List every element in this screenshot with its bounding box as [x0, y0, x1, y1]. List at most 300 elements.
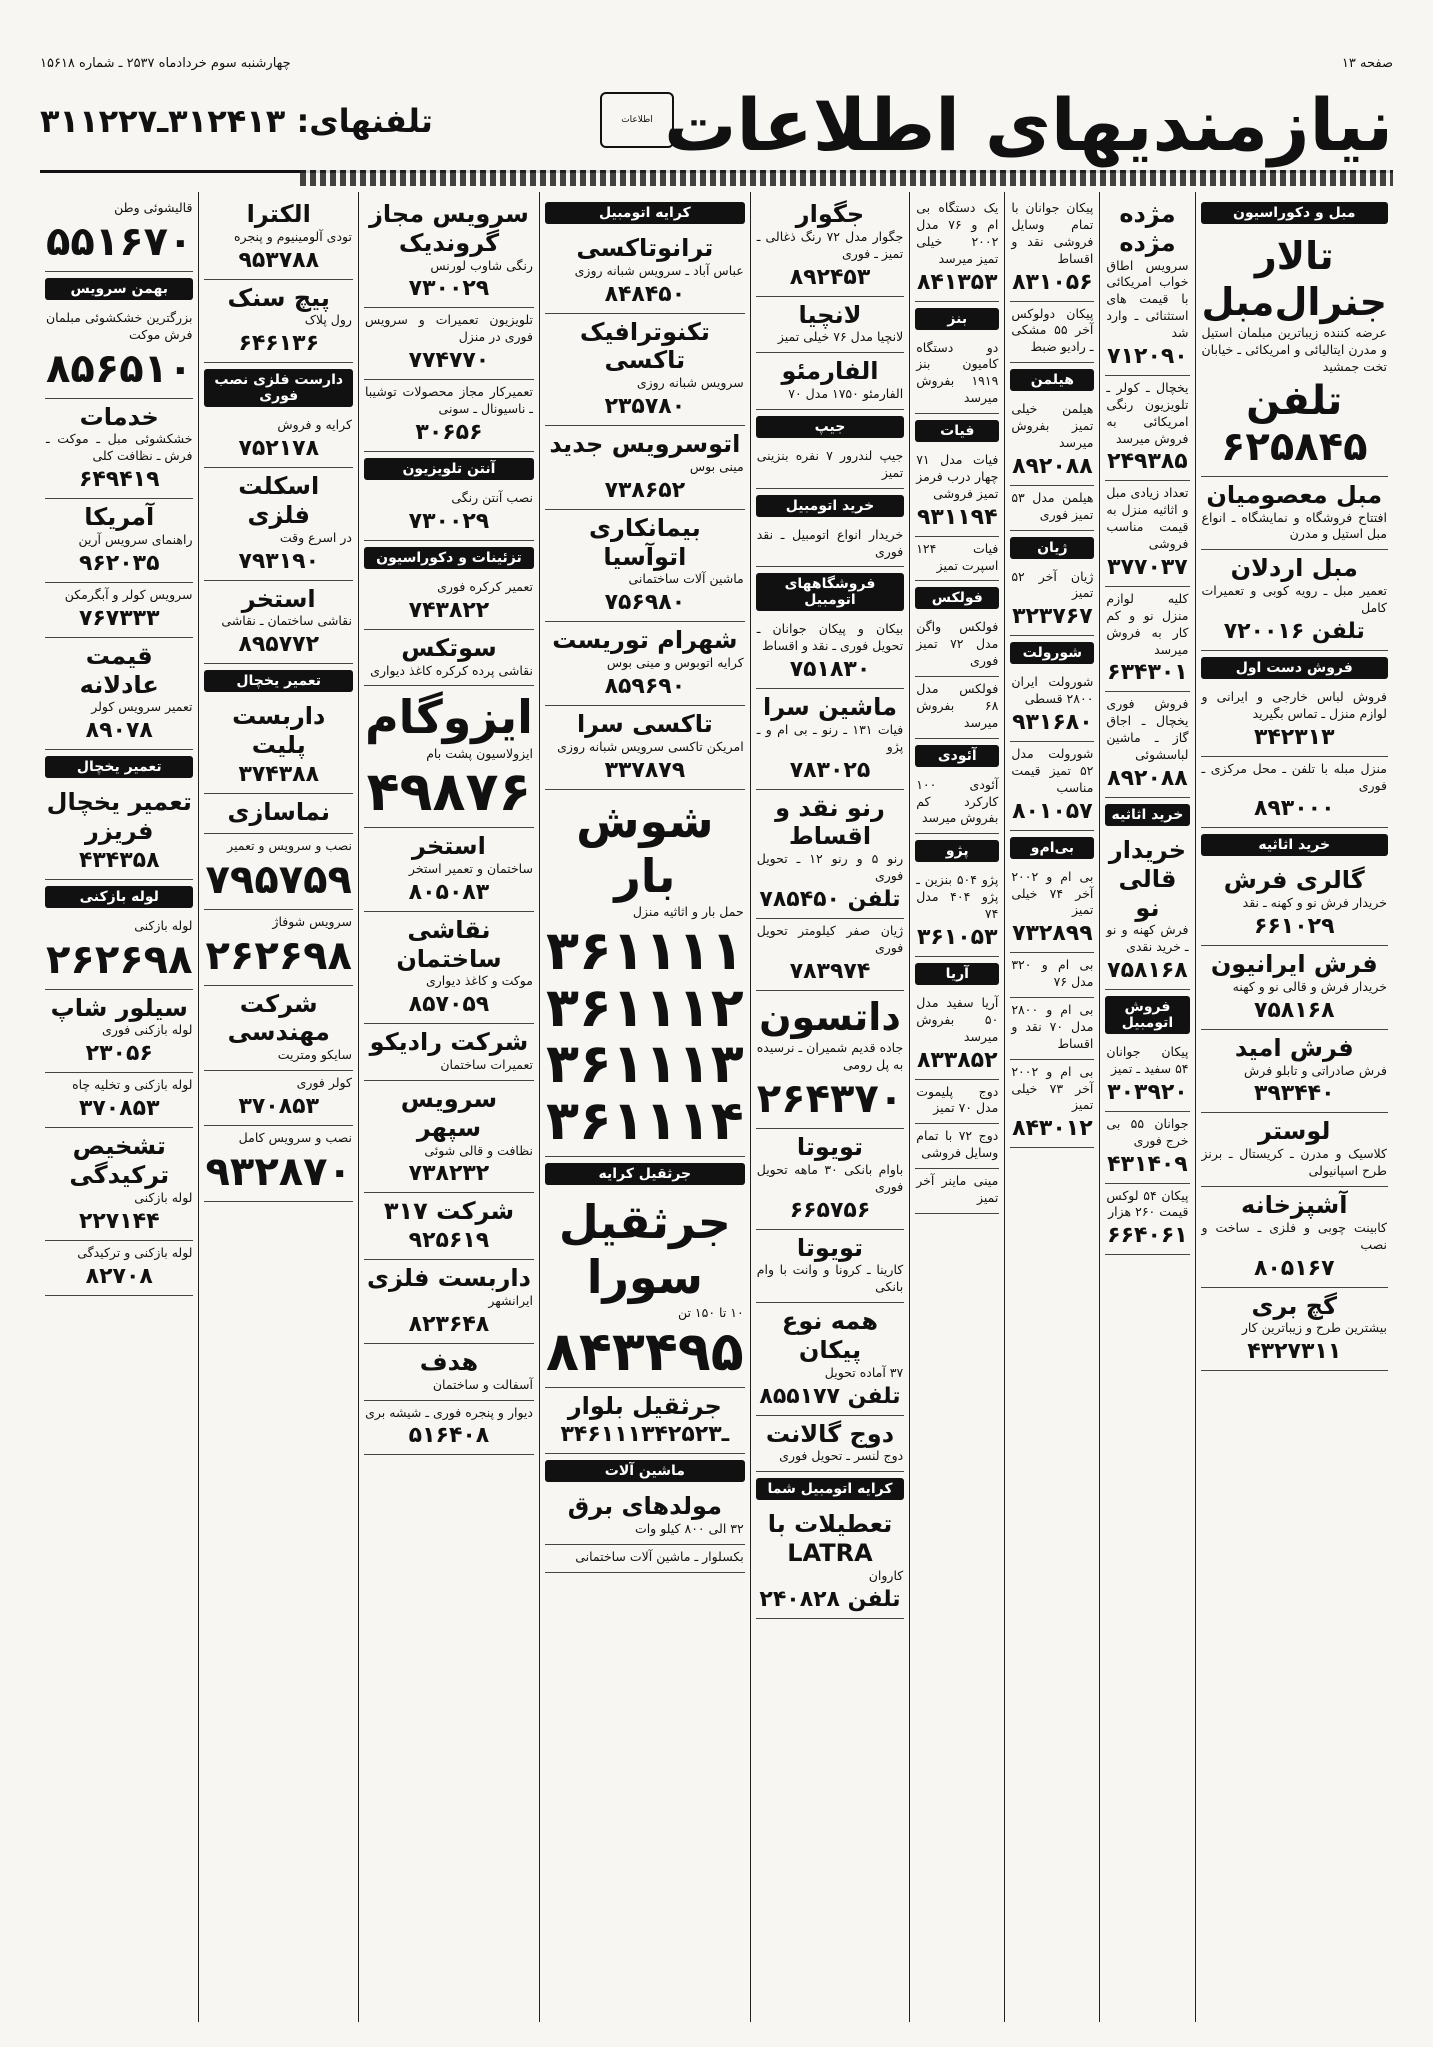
- classified-ad: [545, 1488, 745, 1545]
- ad-phone: ۲۳۰۵۶: [85, 1041, 153, 1067]
- ad-title: جرثقیل سورا: [558, 1194, 731, 1304]
- ad-phone: ۸۰۵۱۶۷: [1253, 1255, 1335, 1281]
- classified-ad: [204, 196, 352, 280]
- section-header: فولکس: [915, 587, 999, 609]
- classified-ad: [545, 1545, 745, 1573]
- ad-phone: تلفن ۷۲۰۰۱۶: [1223, 618, 1365, 644]
- ad-title: مبل معصومیان: [1206, 480, 1383, 509]
- ad-title: شرکت رادیکو: [369, 1028, 529, 1057]
- ad-phone: ۴۳۲۷۳۱۱: [1247, 1339, 1342, 1365]
- ad-title: تویوتا: [796, 1133, 864, 1162]
- section-header: مبل و دکوراسیون: [1201, 202, 1389, 224]
- classified-ad: [1201, 1030, 1389, 1114]
- classified-ad: [364, 575, 534, 630]
- ad-body: قالیشوئی وطن: [114, 200, 193, 215]
- ad-body: نصب و سرویس کامل: [238, 1129, 352, 1145]
- classified-ad: [1201, 550, 1389, 651]
- ad-body: لوله بازکنی فوری: [102, 1022, 193, 1038]
- ad-body: ۱۰ تا ۱۵۰ تن: [677, 1305, 744, 1320]
- classified-ad: [45, 784, 193, 880]
- ad-title: مولدهای برق: [567, 1492, 722, 1521]
- ad-body: هیلمن خیلی تمیز بفروش میرسد: [1011, 401, 1094, 450]
- ad-title: خدمات: [79, 402, 159, 431]
- section-header: تعمیر یخچال: [204, 670, 352, 692]
- ad-body: تعمیرکار مجاز محصولات توشیبا ـ ناسیونال ـ سونی: [364, 384, 533, 417]
- section-header: بنز: [915, 308, 999, 330]
- ad-body: بی ام و ۲۰۰۲ آخر ۷۴ خیلی تمیز: [1011, 868, 1094, 918]
- ad-body: خریدار انواع اتومبیل ـ نقد فوری: [756, 526, 904, 559]
- classified-ad: [1010, 486, 1094, 531]
- classified-ad: [204, 834, 352, 910]
- classified-ad: [545, 510, 745, 622]
- section-header: آئودی: [915, 745, 999, 767]
- classified-ad: [545, 426, 745, 510]
- classified-ad: [915, 196, 999, 302]
- ad-body: بکسلوار ـ ماشین آلات ساختمانی: [575, 1549, 744, 1565]
- decorative-subbar: [300, 170, 1393, 186]
- section-header: تزئینات و دکوراسیون: [364, 547, 534, 569]
- classified-ad: [1010, 1060, 1094, 1149]
- ad-body: سرویس شبانه روزی: [636, 375, 744, 391]
- ad-body: بیشترین طرح و زیباترین کار: [1241, 1320, 1387, 1336]
- classified-ad: [204, 581, 352, 665]
- ad-body: منزل مبله با تلفن ـ محل مرکزی ـ فوری: [1201, 760, 1387, 793]
- ad-phone: ۸۳۳۸۵۲: [916, 1047, 998, 1073]
- ad-body: فولکس واگن مدل ۷۲ تمیز فوری: [916, 619, 999, 669]
- ad-phone: ۸۴۳۴۹۵: [545, 1319, 744, 1383]
- classified-ad: [756, 1129, 904, 1230]
- ad-body: فروش فوری یخچال ـ اجاق گاز ـ ماشین لباسشوئی: [1106, 696, 1189, 763]
- ad-phone: ۳۷۷۰۳۷: [1107, 554, 1188, 580]
- ad-phone: ۳۲۳۷۶۷: [1012, 604, 1093, 630]
- classified-ad: [756, 790, 904, 919]
- classified-ad: [1201, 757, 1389, 829]
- classified-ad: [364, 1401, 534, 1456]
- masthead-phones: تلفنهای: ۳۱۲۴۱۳ـ۳۱۱۲۲۷: [40, 102, 433, 140]
- section-header: جرثقیل کرایه: [545, 1163, 745, 1185]
- column-6: [539, 192, 750, 2022]
- ad-body: لوله بازکنی و ترکیدگی: [77, 1244, 193, 1260]
- ad-body: کرایه اتوبوس و مینی بوس: [606, 655, 744, 671]
- classified-ad: [915, 868, 999, 957]
- ad-title: شرکت مهندسی: [227, 989, 330, 1047]
- classified-ad: [364, 828, 534, 912]
- ad-phone: ۳۶۱۰۵۳: [916, 924, 998, 950]
- ad-title: لانچیا: [798, 300, 862, 329]
- ad-phone: ۹۶۲۰۳۵: [78, 550, 160, 576]
- classified-ad: [756, 919, 904, 991]
- classified-ad: [1010, 865, 1094, 954]
- ad-phone: ۷۹۳۱۹۰: [238, 548, 320, 574]
- ad-title: آشپزخانه: [1241, 1190, 1348, 1219]
- ad-body: تعمیرات ساختمان: [440, 1057, 533, 1073]
- classified-ad: [756, 196, 904, 297]
- section-header: کرایه اتومبیل شما: [756, 1478, 904, 1500]
- classified-ad: [45, 638, 193, 750]
- ad-phone: ۸۹۲۴۵۳: [789, 264, 871, 290]
- ad-body: بی ام و ۲۸۰۰ مدل ۷۰ نقد و اقساط: [1011, 1002, 1094, 1051]
- classified-ad: [204, 986, 352, 1071]
- classified-ad: [364, 380, 534, 452]
- classified-ad: [756, 1303, 904, 1415]
- classified-ad: [1105, 832, 1189, 990]
- ad-body: آسفالت و ساختمان: [432, 1376, 533, 1392]
- ad-title: لوستر: [1258, 1117, 1331, 1146]
- classified-ad: [545, 622, 745, 706]
- section-header: فروش اتومبیل: [1105, 996, 1189, 1034]
- classified-ad: [1201, 685, 1389, 757]
- ad-phone: ۸۴۸۴۵۰: [604, 281, 686, 307]
- ad-phone: ۵۵۱۶۷۰: [46, 218, 193, 265]
- ad-phone: ۴۹۸۷۶: [366, 760, 532, 824]
- classified-ad: [1105, 1184, 1189, 1256]
- ad-body: خریدار فرش نو و کهنه ـ نقد: [1242, 895, 1387, 911]
- ad-body: راهنمای سرویس آرین: [78, 531, 193, 547]
- ad-body: لوله بازکنی: [134, 1189, 193, 1205]
- ad-phone: ۶۶۵۷۵۶: [789, 1197, 871, 1223]
- ad-phone: ۸۳۱۰۵۶: [1012, 269, 1093, 295]
- ad-body: کلاسیک و مدرن ـ کریستال ـ برنز طرح اسپانیولی: [1201, 1146, 1387, 1179]
- ad-body: کولر فوری: [296, 1074, 352, 1090]
- ad-body: عرضه کننده زیباترین مبلمان استیل و مدرن ایتالیائی و امریکائی ـ خیابان تخت جمشید: [1201, 325, 1387, 374]
- ad-body: مینی بوس: [689, 458, 744, 474]
- ad-phone: ۳۹۳۴۴۰: [1253, 1081, 1335, 1107]
- column-3: [1004, 192, 1099, 2022]
- ad-title: همه نوع پیکان: [781, 1307, 879, 1365]
- section-header: آنتن تلویزیون: [364, 458, 534, 480]
- classified-ad: [1201, 862, 1389, 946]
- ad-title: گالری فرش: [1223, 866, 1365, 895]
- ad-title: شهرام توریست: [552, 626, 738, 655]
- ad-phone: ۷۵۸۱۶۸: [1253, 997, 1335, 1023]
- masthead: [40, 80, 1393, 173]
- classified-ad: [204, 413, 352, 468]
- classified-ad: [545, 230, 745, 314]
- classified-ad: [545, 1388, 745, 1455]
- ad-phone: ۶۴۶۱۳۶: [238, 331, 320, 357]
- ad-body: دو دستگاه کامیون بنز ۱۹۱۹ بفروش میرسد: [916, 339, 999, 406]
- ad-phone: ۲۳۵۷۸۰: [604, 394, 686, 420]
- ad-phone: ۳۴۲۳۱۳: [1253, 724, 1335, 750]
- ad-title: استخر: [412, 832, 486, 861]
- ad-phone: ۶۴۹۴۱۹: [78, 467, 160, 493]
- ad-phone: ۸۲۷۰۸: [85, 1263, 153, 1289]
- classified-ad: [756, 297, 904, 354]
- classified-ad: [364, 308, 534, 380]
- ad-body: افتتاح فروشگاه و نمایشگاه ـ انواع مبل استیل و مدرن: [1201, 509, 1387, 542]
- classified-ad: [45, 1128, 193, 1240]
- classified-ad: [204, 1126, 352, 1202]
- classified-ad: [1201, 1113, 1389, 1187]
- section-header: کرایه اتومبیل: [545, 202, 745, 224]
- ad-body: بی ام و ۲۰۰۲ آخر ۷۳ خیلی تمیز: [1011, 1063, 1094, 1113]
- classified-ad: [915, 448, 999, 537]
- classified-ad: [1105, 481, 1189, 587]
- ad-title: تویوتا: [796, 1233, 864, 1262]
- ad-phone: ۹۲۵۶۱۹: [408, 1228, 490, 1254]
- ad-title: فرش امید: [1234, 1033, 1354, 1062]
- ad-body: فولکس مدل ۶۸ بفروش میرسد: [916, 681, 999, 730]
- section-header: آریا: [915, 963, 999, 985]
- ad-phone: ۷۳۰۰۲۹: [408, 276, 490, 302]
- ad-body: هیلمن مدل ۵۳ تمیز فوری: [1011, 489, 1094, 522]
- classified-ad: [1201, 230, 1389, 477]
- classified-ad: [45, 1073, 193, 1128]
- ad-body: تعمیر کرکره فوری: [437, 578, 533, 594]
- ad-title: تالار جنرال‌مبل: [1201, 234, 1387, 324]
- classified-ad: [1105, 587, 1189, 693]
- ad-phone: ۷۸۳۰۲۵: [789, 757, 871, 783]
- classified-ad: [45, 306, 193, 399]
- ad-phone: ۹۳۱۱۹۴: [916, 504, 998, 530]
- ad-title: سرویس مجاز گروندیک: [369, 200, 529, 257]
- ad-body: کاروان: [868, 1567, 904, 1583]
- date-line: چهارشنبه سوم خردادماه ۲۵۳۷ ـ شماره ۱۵۶۱۸: [40, 55, 291, 71]
- classified-ad: [1105, 1040, 1189, 1112]
- classified-ad: [45, 196, 193, 272]
- ad-phone: ۷۹۵۷۵۹: [205, 856, 352, 903]
- classified-ad: [545, 706, 745, 790]
- classified-ad: [364, 196, 534, 308]
- ad-body: سرویس شوفاژ: [272, 913, 352, 929]
- classified-ad: [1010, 565, 1094, 637]
- ad-title: جگوار: [795, 200, 865, 228]
- ad-phone: ۳۳۷۸۷۹: [604, 757, 686, 783]
- ad-body: حمل بار و اثاثیه منزل: [632, 904, 744, 919]
- ad-body: فرش کهنه و نو ـ خرید نقدی: [1106, 922, 1189, 955]
- classified-ad: [45, 1241, 193, 1296]
- ad-body: شورولت مدل ۵۲ تمیز قیمت مناسب: [1011, 746, 1094, 795]
- ad-title: نماسازی: [227, 797, 330, 826]
- ad-phone: ۷۸۳۹۷۴: [789, 958, 871, 984]
- ad-body: شورولت ایران ۲۸۰۰ قسطی: [1011, 674, 1094, 707]
- ad-title: گچ بری: [1251, 1291, 1338, 1320]
- classified-ad: [364, 1081, 534, 1193]
- ad-title: سیلور شاپ: [50, 993, 188, 1022]
- classified-ad: [45, 583, 193, 638]
- ad-phone: ۳۶۱۱۱۱ ۳۶۱۱۱۲ ۳۶۱۱۱۳ ۳۶۱۱۱۴: [545, 918, 744, 1152]
- classified-ad: [545, 1191, 745, 1388]
- ad-body: بزرگترین خشکشوئی مبلمان فرش موکت: [46, 309, 193, 342]
- ad-body: پیکان جوانان با تمام وسایل فروشی نقد و اقساط: [1011, 200, 1094, 266]
- ad-phone: ۸۹۵۷۷۲: [238, 632, 320, 658]
- ad-body: دیوار و پنجره فوری ـ شیشه بری: [365, 1404, 533, 1420]
- ad-body: امریکن تاکسی سرویس شبانه روزی: [557, 738, 744, 754]
- ad-title: مژده مژده: [1119, 200, 1176, 257]
- ad-title: نقاشی ساختمان: [396, 915, 502, 973]
- classified-ad: [1010, 742, 1094, 831]
- classified-ad: [1105, 692, 1189, 798]
- section-header: فروش دست اول: [1201, 657, 1389, 679]
- classified-ad: [364, 1193, 534, 1260]
- classified-ad: [1010, 953, 1094, 998]
- section-header: فیات: [915, 420, 999, 442]
- classified-ad: [1105, 376, 1189, 482]
- ad-title: الفارمئو: [781, 357, 879, 386]
- ad-body: عباس آباد ـ سرویس شبانه روزی: [574, 262, 744, 278]
- section-header: جیپ: [756, 416, 904, 438]
- ad-phone: ۶۳۴۳۰۱: [1107, 660, 1188, 686]
- classified-ad: [915, 1080, 999, 1125]
- ad-body: جگوار مدل ۷۲ رنگ ذغالی ـ تمیز ـ فوری: [756, 228, 904, 261]
- ad-body: بی ام و ۳۲۰ مدل ۷۶: [1011, 957, 1094, 990]
- ad-body: پیکان ۵۴ لوکس قیمت ۲۶۰ هزار: [1106, 1187, 1189, 1220]
- section-header: تعمیر یخچال: [45, 756, 193, 778]
- ad-body: کارینا ـ کرونا و وانت با وام بانکی: [756, 1262, 904, 1295]
- ad-phone: ۶۶۴۰۶۱: [1107, 1223, 1188, 1249]
- ad-phone: ۶۶۱۰۲۹: [1253, 914, 1335, 940]
- ad-title: تعمیر یخچال فریزر: [46, 788, 192, 845]
- ad-phone: ۹۳۱۶۸۰: [1012, 710, 1093, 735]
- ad-body: فیات مدل ۷۱ چهار درب فرمز تمیز فروشی: [916, 452, 999, 501]
- section-header: خرید اثاثیه: [1105, 804, 1189, 826]
- page-label: صفحه ۱۳: [1341, 55, 1393, 71]
- classified-ad: [915, 1124, 999, 1169]
- ad-columns: [40, 192, 1393, 2022]
- classified-ad: [45, 499, 193, 583]
- ad-title: استخر: [241, 584, 316, 613]
- ad-title: تعطیلات با LATRA: [767, 1510, 893, 1568]
- section-header: دارست فلزی نصب فوری: [204, 369, 352, 407]
- ad-body: جیپ لندرور ۷ نفره بنزینی تمیز: [756, 447, 904, 480]
- masthead-title: نیازمندیهای اطلاعات: [664, 83, 1393, 167]
- ad-body: تعمیر سرویس کولر: [91, 699, 193, 715]
- ad-title: ایزوگام: [364, 690, 533, 745]
- ad-body: لوله بازکنی: [134, 917, 193, 933]
- ad-body: ایزولاسیون پشت بام: [426, 745, 533, 761]
- ad-phone: ۷۳۰۰۲۹: [408, 508, 490, 534]
- ad-phone: ۸۵۷۰۵۹: [408, 992, 490, 1018]
- ad-phone: ۸۹۲۰۸۸: [1107, 765, 1188, 791]
- classified-ad: [364, 1260, 534, 1344]
- ad-phone: ۷۳۸۲۳۲: [408, 1161, 490, 1187]
- ad-phone: ۷۵۸۱۶۸: [1107, 958, 1188, 984]
- ad-phone: ۸۵۹۶۹۰: [604, 673, 686, 699]
- ad-phone: ۸۹۲۰۸۸: [1012, 453, 1093, 479]
- ad-body: ژیان صفر کیلومتر تحویل فوری: [756, 923, 904, 955]
- classified-ad: [756, 444, 904, 489]
- classified-ad: [1105, 196, 1189, 376]
- ad-body: خشکشوئی مبل ـ موکت ـ فرش ـ نظافت کلی: [46, 431, 193, 464]
- column-5: [750, 192, 909, 2022]
- ad-title: داربست پلیت: [232, 702, 326, 760]
- ad-body: رنو ۵ و رنو ۱۲ ـ تحویل فوری: [756, 851, 904, 884]
- ad-phone: ۸۴۳۰۱۲: [1012, 1116, 1093, 1142]
- classified-ad: [1010, 397, 1094, 486]
- ad-phone: ۸۲۳۶۴۸: [408, 1311, 490, 1337]
- ad-phone: ۷۳۸۶۵۲: [604, 477, 686, 503]
- classified-ad: [364, 1344, 534, 1401]
- ad-body: رول پلاک: [304, 312, 352, 328]
- ad-body: خریدار فرش و قالی نو و کهنه: [1232, 978, 1387, 994]
- ad-body: موکت و کاغذ دیواری: [425, 973, 533, 989]
- section-header: شورولت: [1010, 642, 1094, 664]
- ad-body: دوج ۷۲ با تمام وسایل فروشی: [916, 1128, 999, 1161]
- ad-phone: تلفن ۸۵۵۱۷۷: [759, 1383, 901, 1409]
- ad-phone: ۵۱۶۴۰۸: [408, 1423, 490, 1449]
- classified-ad: [45, 399, 193, 500]
- ad-body: فیات ۱۳۱ ـ رنو ـ بی ام و ـ پژو: [756, 721, 904, 754]
- ad-title: قیمت عادلانه: [79, 641, 159, 699]
- ad-phone: ۹۵۳۷۸۸: [238, 247, 320, 273]
- classified-ad: [756, 353, 904, 410]
- classified-ad: [915, 537, 999, 582]
- ad-title: اتوسرویس جدید: [549, 430, 741, 459]
- ad-phone: تلفن ۲۴۰۸۲۸: [759, 1586, 901, 1612]
- ad-phone: ۷۴۳۸۲۲: [408, 597, 490, 623]
- section-header: بی‌ام‌و: [1010, 837, 1094, 859]
- ad-phone: ۸۹۳۰۰۰: [1253, 796, 1335, 822]
- ad-phone: ۲۶۲۶۹۸: [205, 932, 352, 979]
- ad-body: کرایه و فروش: [277, 417, 352, 433]
- classified-ad: [204, 280, 352, 364]
- ad-phone: ۲۶۴۳۷۰: [756, 1076, 904, 1123]
- ad-body: نقاشی ساختمان ـ نقاشی: [221, 613, 352, 629]
- ad-title: الکترا: [246, 200, 311, 228]
- ad-phone: ۲۶۲۶۹۸: [46, 936, 193, 983]
- ad-title: شرکت ۳۱۷: [383, 1197, 515, 1226]
- ad-body: بیکان و پیکان جوانان ـ تحویل فوری ـ نقد و اقساط: [756, 621, 904, 654]
- ad-body: تعداد زیادی مبل و اثاثیه منزل به قیمت مناسب فروشی: [1106, 485, 1189, 552]
- classified-ad: [756, 1230, 904, 1304]
- ad-title: رنو نقد و اقساط: [775, 793, 885, 851]
- column-1: [1195, 192, 1394, 2022]
- ad-title: مبل اردلان: [1230, 554, 1358, 583]
- ad-phone: تلفن ۶۲۵۸۴۵: [1221, 377, 1368, 470]
- section-header: بهمن سرویس: [45, 278, 193, 300]
- classified-ad: [545, 314, 745, 426]
- classified-ad: [1201, 477, 1389, 551]
- column-8: [198, 192, 357, 2022]
- ad-body: نظافت و قالی شوئی: [424, 1142, 533, 1158]
- ad-body: رنگی شاوب لورنس: [430, 257, 533, 273]
- ad-body: فروش لباس خارجی و ایرانی و لوازم منزل ـ تماس بگیرید: [1201, 688, 1387, 721]
- classified-ad: [1010, 670, 1094, 742]
- ad-phone: ۷۵۱۸۳۰: [789, 657, 871, 683]
- emblem-logo: اطلاعات: [600, 92, 674, 148]
- ad-phone: ۳۴۶۱۱۱ـ۳۴۲۵۲۳: [560, 1422, 730, 1448]
- ad-phone: ۳۷۰۸۵۳: [78, 1096, 160, 1122]
- ad-body: تعمیر مبل ـ رویه کوبی و تعمیرات کامل: [1201, 583, 1387, 616]
- ad-phone: ۲۴۹۳۸۵: [1107, 449, 1188, 475]
- section-header: ماشین آلات: [545, 1460, 745, 1482]
- ad-body: سرویس کولر و آبگرمکن: [64, 586, 193, 602]
- ad-body: در اسرع وقت: [279, 529, 352, 545]
- section-header: لوله بازکنی: [45, 886, 193, 908]
- ad-title: تاکسی سرا: [576, 709, 713, 738]
- ad-title: بیمانکاری اتوآسیا: [589, 513, 701, 571]
- ad-body: کابینت چوبی و فلزی ـ ساخت و نصب: [1201, 1219, 1387, 1252]
- classified-ad: [915, 336, 999, 415]
- ad-body: فیات ۱۲۴ اسپرت تمیز: [916, 540, 999, 573]
- ad-title: اسکلت فلزی: [238, 472, 320, 530]
- ad-title: پیچ سنک: [227, 283, 330, 312]
- ad-title: جرثقیل بلوار: [567, 1391, 722, 1420]
- section-header: فروشگاههای اتومبیل: [756, 573, 904, 611]
- ad-body: پژو ۵۰۴ بنزین ـ پژو ۴۰۴ مدل ۷۴: [916, 872, 999, 921]
- ad-phone: ۳۰۶۵۶: [415, 419, 483, 445]
- ad-phone: ۷۳۲۸۹۹: [1012, 921, 1093, 947]
- ad-body: ساختمان و تعمیر استخر: [408, 860, 533, 876]
- classified-ad: [364, 912, 534, 1024]
- ad-title: آمریکا: [84, 503, 155, 532]
- classified-ad: [204, 910, 352, 986]
- ad-title: ماشین سرا: [762, 693, 897, 722]
- classified-ad: [204, 1071, 352, 1126]
- ad-phone: ۴۳۴۳۵۸: [78, 847, 160, 873]
- ad-body: لانچیا مدل ۷۶ خیلی تمیز: [777, 329, 904, 345]
- ad-body: یخچال ـ کولر ـ تلویزیون رنگی امریکائی به فروش میرسد: [1106, 379, 1189, 446]
